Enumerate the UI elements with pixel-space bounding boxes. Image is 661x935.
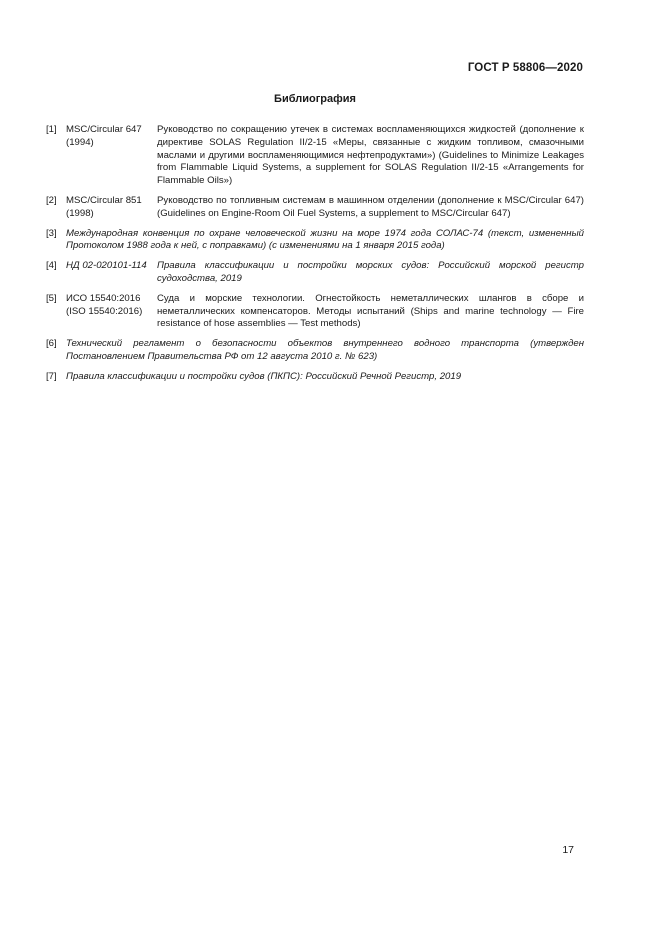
entry-number: [6]: [46, 338, 57, 350]
entry-text: Технический регламент о безопасности объектов внутреннего водного транспорта (утвержден Постановлением Правительства РФ от 12 августа 2010 г. № 623): [66, 338, 584, 362]
entry-number: [4]: [46, 260, 57, 272]
bibliography-entry-4: [46, 260, 584, 286]
entry-number: [1]: [46, 124, 57, 135]
bibliography-entry-7: [46, 371, 584, 384]
document-code: ГОСТ Р 58806—2020: [467, 62, 583, 74]
bibliography-entry-3: [46, 228, 584, 254]
entry-description: Руководство по топливным системам в машинном отделении (дополнение к MSC/Circular 647) (Guidelines on Engine-Room Oil Fuel Systems, a supplement to MSC/Circular 647): [157, 194, 584, 219]
entry-number: [5]: [46, 292, 57, 304]
entry-source: MSC/Circular 647 (1994): [66, 124, 142, 148]
entry-description: Правила классификации и постройки морских судов: Российский морской регистр судоходства, 2019: [157, 260, 584, 284]
bibliography-entry-5: [46, 293, 584, 331]
entry-number: [2]: [46, 194, 57, 206]
entry-source: ИСО 15540:2016 (ISO 15540:2016): [66, 292, 143, 317]
entry-text: Правила классификации и постройки судов (ПКПС): Российский Речной Регистр, 2019: [66, 370, 462, 382]
entry-source: НД 02-020101-114: [66, 260, 147, 272]
entry-source: MSC/Circular 851 (1998): [66, 194, 142, 219]
entry-description: Суда и морские технологии. Огнестойкость неметаллических шлангов в сборе и неметаллических компенсаторов. Методы испытаний (Ships and marine technology — Fire resistance of hose assemblies — Test methods): [157, 292, 584, 330]
bibliography-entry-6: [46, 338, 584, 364]
bibliography-entry-1: [46, 124, 584, 188]
entry-text: Международная конвенция по охране человеческой жизни на море 1974 года СОЛАС-74 (текст, измененный Протоколом 1988 года к ней, с поправками) (с изменениями на 1 января 2015 года): [66, 227, 584, 252]
bibliography-title: Библиография: [274, 93, 356, 105]
entry-description: Руководство по сокращению утечек в системах воспламеняющихся жидкостей (дополнение к директиве SOLAS Regulation II/2-15 «Меры, связанные с жидким топливом, смазочными маслами и другими воспламеняющимися нефтепродуктами») (Guidelines to Minimize Leakages from Flammable Liquid Systems, a supplement for SOLAS Regulation II/2-15 «Arrangements for Flammable Oils»): [157, 124, 584, 187]
bibliography-list: [46, 124, 584, 391]
entry-number: [3]: [46, 227, 57, 239]
page-number: 17: [562, 844, 574, 856]
entry-number: [7]: [46, 370, 57, 382]
bibliography-entry-2: [46, 195, 584, 221]
